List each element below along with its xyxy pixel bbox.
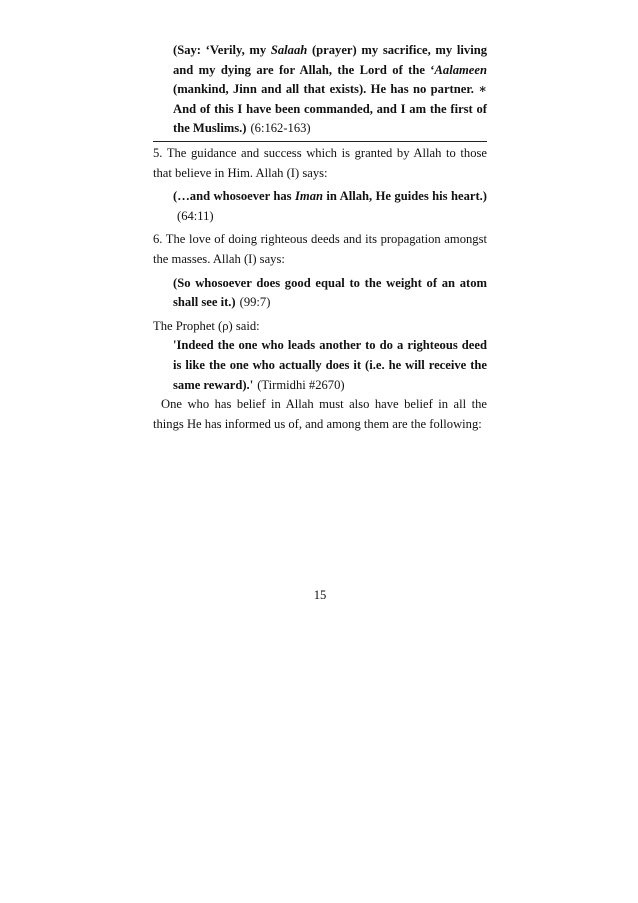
- divider-line: [153, 141, 487, 142]
- quote-text: (mankind, Jinn and all that exists). He has no partner. ∗ And of this I have been commanded, and I am the first of the Muslims.): [173, 82, 487, 136]
- quote-italic-salaah: Salaah: [270, 43, 308, 57]
- quote-text: (Say: ‘Verily, my: [173, 43, 271, 57]
- paragraph-5: 5. The guidance and success which is granted by Allah to those that believe in Him. Allah (I) says:: [153, 145, 487, 180]
- quran-quote-99-7: [173, 274, 487, 313]
- page-content: [153, 41, 487, 602]
- prophet-intro: The Prophet (ρ) said:: [153, 318, 260, 333]
- quote-text: (…and whosoever has: [173, 189, 295, 204]
- quran-quote-6-162: [173, 41, 487, 139]
- quote-text: (prayer) my sacrifice, my living and my dying are for Allah, the Lord of the ‘: [173, 43, 487, 77]
- hadith-text: 'Indeed the one who leads another to do a righteous deed is like the one who actually does it (i.e. he will receive the same reward).': [173, 338, 487, 392]
- quote-italic-iman: Iman: [295, 189, 323, 204]
- quote-reference: (6:162-163): [250, 121, 311, 136]
- quote-reference: (64:11): [177, 208, 214, 223]
- page-number: 15: [313, 588, 327, 602]
- quote-reference: (99:7): [239, 295, 271, 310]
- quran-quote-64-11: [173, 187, 487, 226]
- paragraph-6: 6. The love of doing righteous deeds and its propagation amongst the masses. Allah (I) says:: [153, 232, 487, 266]
- quote-italic-aalameen: Aalameen: [434, 62, 487, 77]
- quote-text: (So whosoever does good equal to the weight of an atom shall see it.): [173, 275, 487, 310]
- hadith-quote: [173, 336, 487, 395]
- closing-paragraph: One who has belief in Allah must also have belief in all the things He has informed us of, and among them are the following:: [153, 397, 487, 431]
- hadith-reference: (Tirmidhi #2670): [257, 377, 345, 392]
- quote-text: in Allah, He guides his heart.): [323, 189, 487, 204]
